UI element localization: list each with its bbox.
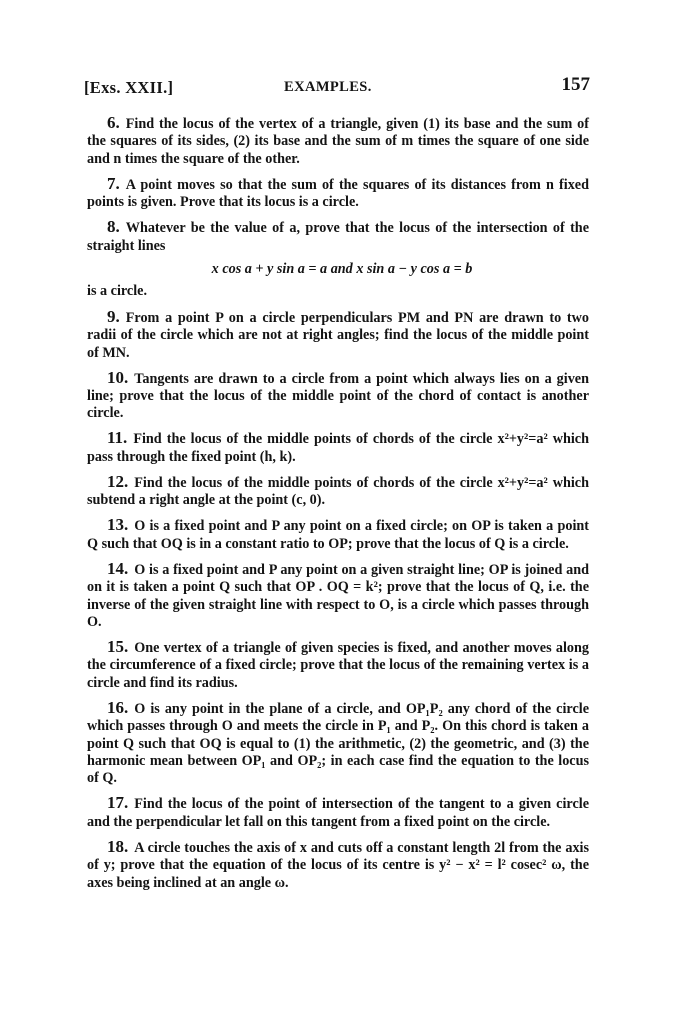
exercise-17 <box>87 794 589 831</box>
exercise-text: Find the locus of the middle points of chords of the circle x²+y²=a² which subtend a right angle at the point (c, 0). <box>87 474 589 509</box>
exercise-text: A circle touches the axis of x and cuts off a constant length 2l from the axis of y; prove that the equation of the locus of its centre is y² − x² = l² cosec² ω, the axes being inclined at an angle ω. <box>87 839 589 891</box>
exercise-text: Whatever be the value of a, prove that the locus of the intersection of the straight lines <box>87 220 589 254</box>
exercise-text: Find the locus of the middle points of chords of the circle x²+y²=a² which pass through the fixed point (h, k). <box>87 431 589 465</box>
exercise-7 <box>87 175 589 212</box>
running-header <box>84 74 590 100</box>
exercise-number: 10. <box>107 367 129 387</box>
exercise-number: 18. <box>107 836 129 856</box>
exercise-text: From a point P on a circle perpendiculars PM and PN are drawn to two radii of the circle which are not at right angles; find the locus of the middle point of MN. <box>87 309 589 361</box>
exercise-number: 9. <box>107 306 120 326</box>
exercise-15 <box>87 638 589 692</box>
exercise-number: 8. <box>107 217 120 237</box>
exercise-number: 6. <box>107 113 120 132</box>
exercise-8 <box>87 218 589 255</box>
exercise-10 <box>87 369 589 423</box>
exercise-16 <box>87 699 589 788</box>
exercise-number: 13. <box>107 515 129 535</box>
exercise-text: O is a fixed point and P any point on a given straight line; OP is joined and on it is taken a point Q such that OP . OQ = k²; prove that the locus of Q, i.e. the inverse of the given straight line with respect to O, is a circle which passes through O. <box>87 561 589 630</box>
exercise-number: 17. <box>107 793 129 813</box>
exercise-text: Tangents are drawn to a circle from a point which always lies on a given line; prove that the locus of the middle point of the chord of contact is another circle. <box>87 370 589 422</box>
exercise-number: 11. <box>107 428 128 448</box>
header-title: EXAMPLES. <box>284 79 372 95</box>
exercise-8-continuation: is a circle. <box>87 283 148 300</box>
exercise-number: 14. <box>107 558 129 578</box>
exercise-12 <box>87 473 589 510</box>
exercise-number: 16. <box>107 697 129 717</box>
page-number: 157 <box>561 74 590 95</box>
exercise-14 <box>87 560 589 632</box>
exercise-18 <box>87 838 589 892</box>
exercise-13 <box>87 516 589 553</box>
exercise-8-formula: x cos a + y sin a = a and x sin a − y cos a = b <box>211 261 473 278</box>
exercise-11 <box>87 429 589 466</box>
exercise-text: Find the locus of the vertex of a triangle, given (1) its base and the sum of the squares of its sides, (2) its base and the sum of m times the square of one side and n times the square of the other. <box>87 116 589 167</box>
exercise-text: One vertex of a triangle of given species is fixed, and another moves along the circumference of a fixed circle; prove that the locus of the remaining vertex is a circle and find its radius. <box>87 639 589 691</box>
exercise-9 <box>87 308 589 362</box>
exercise-text: A point moves so that the sum of the squares of its distances from n fixed points is given. Prove that its locus is a circle. <box>87 176 589 211</box>
header-section-label: [Exs. XXII.] <box>84 78 174 97</box>
exercise-number: 12. <box>107 471 129 491</box>
exercise-6 <box>87 114 589 168</box>
exercise-list <box>87 114 589 899</box>
exercise-number: 7. <box>107 173 120 193</box>
exercise-text: Find the locus of the point of intersection of the tangent to a given circle and the perpendicular let fall on this tangent from a fixed point on the circle. <box>87 796 589 830</box>
exercise-text: O is any point in the plane of a circle, and OP₁P₂ any chord of the circle which passes through O and meets the circle in P₁ and P₂. On this chord is taken a point Q such that OQ is equal to (1) the arithmetic, (2) the geometric, and (3) the harmonic mean between OP₁ and OP₂; in each case find the equation to the locus of Q. <box>87 700 589 787</box>
exercise-number: 15. <box>107 636 129 656</box>
exercise-text: O is a fixed point and P any point on a fixed circle; on OP is taken a point Q such that OQ is in a constant ratio to OP; prove that the locus of Q is a circle. <box>87 518 589 552</box>
